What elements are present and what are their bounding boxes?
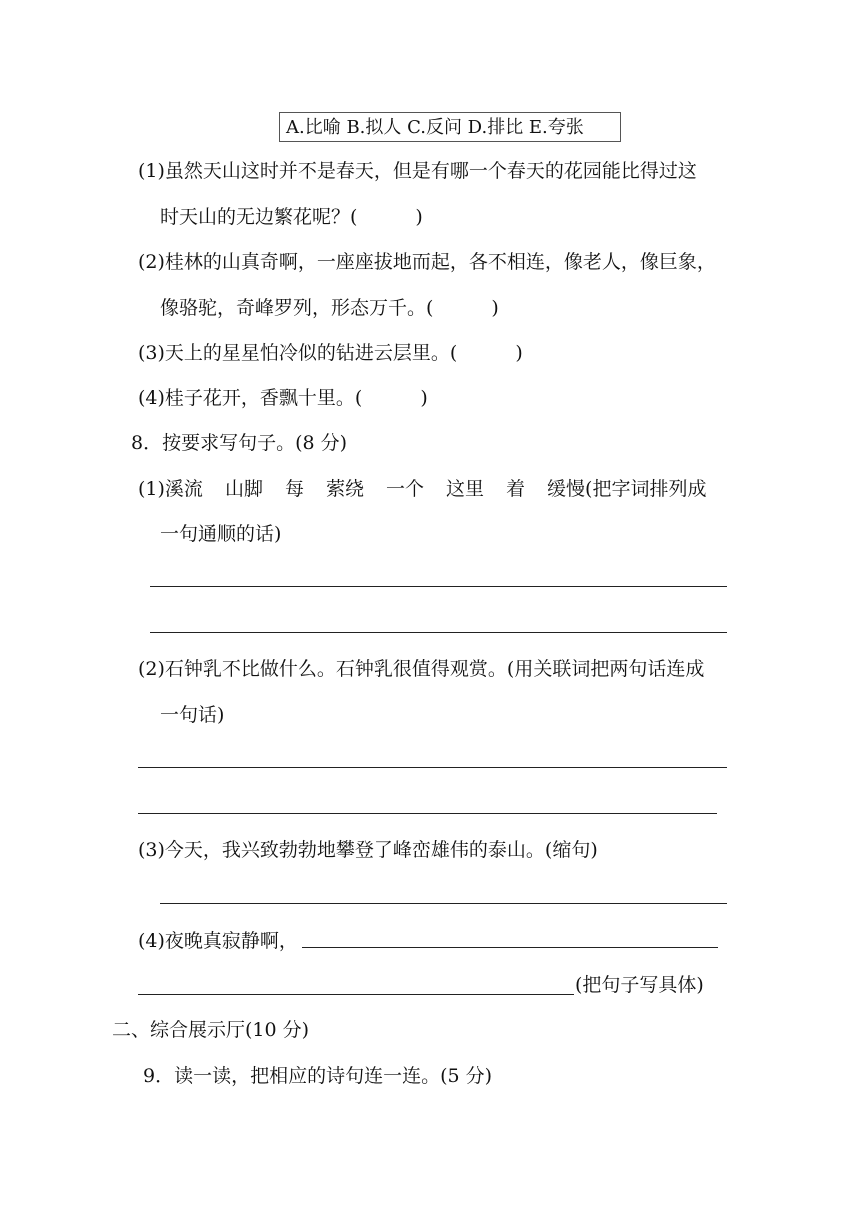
word-chip: 山脚 bbox=[224, 478, 263, 500]
q8-s1-line1: (1)溪流 山脚 每 萦绕 一个 这里 着 缓慢(把字词排列成 bbox=[138, 478, 707, 500]
word-chip: 着 bbox=[506, 478, 526, 500]
options-box bbox=[279, 112, 621, 142]
q7-item-1-line2: 时天山的无边繁花呢？( ) bbox=[160, 206, 423, 228]
q8-s1-line2: 一句通顺的话) bbox=[160, 523, 282, 545]
options-text: A.比喻 B.拟人 C.反问 D.排比 E.夸张 bbox=[286, 117, 584, 138]
answer-line[interactable] bbox=[302, 947, 718, 948]
q7-item-1-text: 时天山的无边繁花呢？( bbox=[160, 206, 358, 228]
q7-item-2-line2: 像骆驼，奇峰罗列，形态万千。( ) bbox=[160, 297, 499, 319]
q7-item-4: (4)桂子花开，香飘十里。( ) bbox=[138, 387, 428, 409]
word-chip: 一个 bbox=[385, 478, 424, 500]
q8-s2-line1: (2)石钟乳不比做什么。石钟乳很值得观赏。(用关联词把两句话连成 bbox=[138, 658, 705, 680]
q8-s4: (4)夜晚真寂静啊， bbox=[138, 930, 298, 952]
answer-line[interactable] bbox=[138, 813, 717, 814]
answer-line[interactable] bbox=[160, 903, 727, 904]
q9-heading: 9．读一读，把相应的诗句连一连。(5 分) bbox=[143, 1065, 493, 1087]
q8-s2-line2: 一句话) bbox=[160, 704, 225, 726]
q8-s4-tail: (把句子写具体) bbox=[575, 974, 704, 996]
word-chip: 这里 bbox=[446, 478, 485, 500]
word-chip: 缓慢 bbox=[547, 478, 586, 500]
word-chip: 每 bbox=[284, 478, 304, 500]
q7-item-1-line1: (1)虽然天山这时并不是春天，但是有哪一个春天的花园能比得过这 bbox=[138, 160, 697, 182]
q7-item-3-text: (3)天上的星星怕冷似的钻进云层里。( bbox=[138, 342, 458, 364]
q7-item-2-line1: (2)桂林的山真奇啊，一座座拔地而起，各不相连，像老人，像巨象， bbox=[138, 251, 716, 273]
q8-s3: (3)今天，我兴致勃勃地攀登了峰峦雄伟的泰山。(缩句) bbox=[138, 839, 598, 861]
q7-item-2-text: 像骆驼，奇峰罗列，形态万千。( bbox=[160, 297, 434, 319]
answer-line[interactable] bbox=[150, 586, 727, 587]
section-2-heading: 二、综合展示厅(10 分) bbox=[112, 1019, 310, 1041]
answer-line[interactable] bbox=[138, 767, 727, 768]
q7-item-4-text: (4)桂子花开，香飘十里。( bbox=[138, 387, 363, 409]
q7-item-3: (3)天上的星星怕冷似的钻进云层里。( ) bbox=[138, 342, 523, 364]
word-chip: 溪流 bbox=[164, 478, 203, 500]
q8-s1-instruction: (把字词排列成 bbox=[585, 478, 707, 500]
q8-heading: 8．按要求写句子。(8 分) bbox=[131, 432, 348, 454]
word-chip: 萦绕 bbox=[325, 478, 364, 500]
answer-line[interactable] bbox=[138, 994, 574, 995]
answer-line[interactable] bbox=[150, 632, 727, 633]
